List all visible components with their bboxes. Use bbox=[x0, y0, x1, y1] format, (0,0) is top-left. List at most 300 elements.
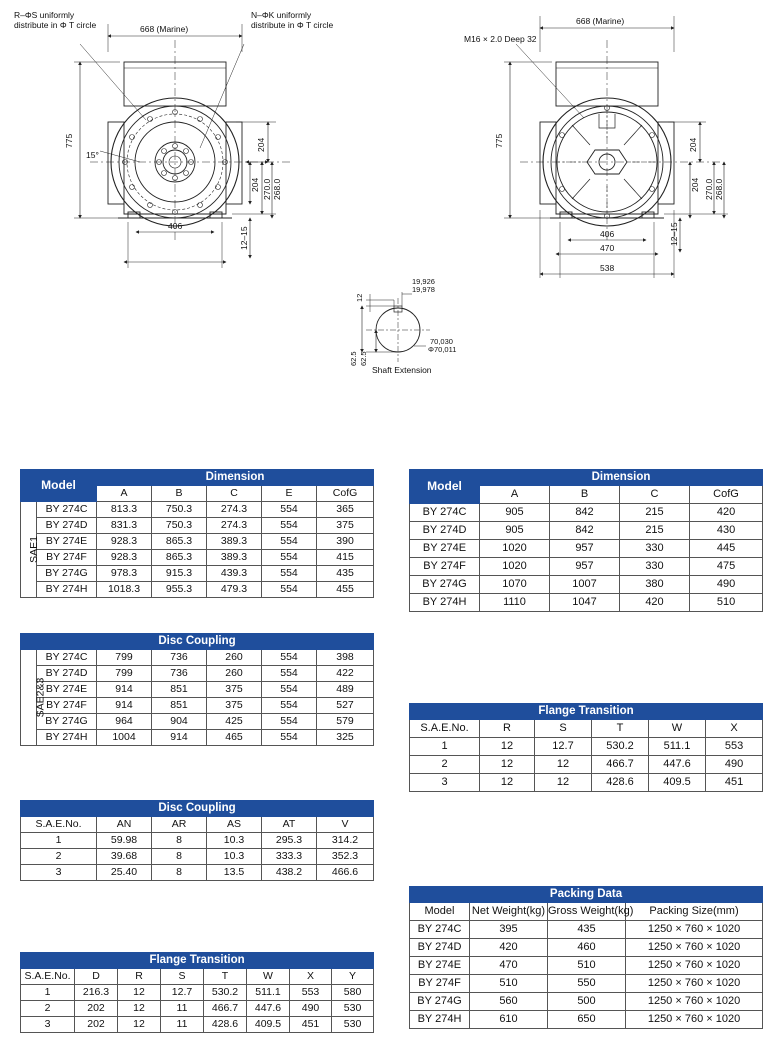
table-cell: 905 bbox=[480, 504, 550, 522]
table-cell: BY 274D bbox=[37, 518, 97, 534]
table-row bbox=[21, 985, 374, 1001]
column-header: R bbox=[118, 969, 161, 985]
table-cell: 554 bbox=[262, 566, 317, 582]
table-cell: 736 bbox=[152, 666, 207, 682]
table-cell: BY 274G bbox=[37, 566, 97, 582]
dim-268-right: 268.0 bbox=[714, 178, 724, 200]
table-cell: 215 bbox=[620, 522, 690, 540]
table-cell: 1250 × 760 × 1020 bbox=[626, 957, 763, 975]
table-cell: 409.5 bbox=[649, 774, 706, 792]
table-title: Flange Transition bbox=[21, 953, 374, 969]
table-cell: BY 274F bbox=[37, 550, 97, 566]
dim-268-left: 268.0 bbox=[272, 178, 282, 200]
flange-transition-right-table bbox=[409, 703, 763, 792]
table-cell: 216.3 bbox=[75, 985, 118, 1001]
dim-270-right: 270.0 bbox=[704, 178, 714, 200]
table-cell: 957 bbox=[550, 540, 620, 558]
dim-406-right: 406 bbox=[600, 229, 615, 239]
table-cell: 447.6 bbox=[649, 756, 706, 774]
dim-shaft-62-5b: 62.5 bbox=[359, 351, 368, 366]
table-cell: 460 bbox=[548, 939, 626, 957]
table-cell: 10.3 bbox=[207, 833, 262, 849]
table-cell: BY 274D bbox=[410, 939, 470, 957]
table-row bbox=[410, 504, 763, 522]
shaft-labels bbox=[349, 277, 456, 375]
note-r-line1: R–ΦS uniformly bbox=[14, 10, 75, 20]
table-cell: 1070 bbox=[480, 576, 550, 594]
table-cell: 550 bbox=[548, 975, 626, 993]
model-header: Model bbox=[21, 470, 97, 502]
dim-angle-left: 15° bbox=[86, 150, 99, 160]
flange-transition-bottom-table bbox=[20, 952, 374, 1033]
table-cell: 1110 bbox=[480, 594, 550, 612]
table-cell: 2 bbox=[410, 756, 480, 774]
table-cell: 554 bbox=[262, 550, 317, 566]
column-header: S.A.E.No. bbox=[21, 969, 75, 985]
column-header: V bbox=[317, 817, 374, 833]
table-cell: 1250 × 760 × 1020 bbox=[626, 921, 763, 939]
table-cell: 579 bbox=[317, 714, 374, 730]
table-cell: 466.7 bbox=[204, 1001, 247, 1017]
dim-538-right: 538 bbox=[600, 263, 615, 273]
right-view-labels bbox=[464, 16, 724, 273]
table-cell: 1004 bbox=[97, 730, 152, 746]
table-cell: 435 bbox=[548, 921, 626, 939]
table-cell: 3 bbox=[21, 865, 97, 881]
table-cell: 750.3 bbox=[152, 518, 207, 534]
table-row bbox=[21, 650, 374, 666]
table-cell: 851 bbox=[152, 698, 207, 714]
table-cell: 527 bbox=[317, 698, 374, 714]
column-header: X bbox=[706, 720, 763, 738]
table-cell: 510 bbox=[470, 975, 548, 993]
table-cell: 438.2 bbox=[262, 865, 317, 881]
table-row bbox=[21, 865, 374, 881]
table-row bbox=[21, 502, 374, 518]
table-cell: BY 274F bbox=[410, 558, 480, 576]
table-cell: 365 bbox=[317, 502, 374, 518]
table-row bbox=[410, 540, 763, 558]
table-cell: 736 bbox=[152, 650, 207, 666]
shaft-caption: Shaft Extension bbox=[372, 365, 432, 375]
table-cell: 202 bbox=[75, 1001, 118, 1017]
dim-775-left: 775 bbox=[64, 133, 74, 148]
dimension-header: Dimension bbox=[480, 470, 763, 486]
table-cell: 447.6 bbox=[247, 1001, 290, 1017]
table-cell: 274.3 bbox=[207, 502, 262, 518]
table-title: Disc Coupling bbox=[21, 801, 374, 817]
table-row bbox=[410, 1011, 763, 1029]
dim-668-left: 668 (Marine) bbox=[140, 24, 189, 34]
table-row bbox=[410, 774, 763, 792]
table-cell: 978.3 bbox=[97, 566, 152, 582]
column-header: AN bbox=[97, 817, 152, 833]
table-cell: 1007 bbox=[550, 576, 620, 594]
table-cell: 489 bbox=[317, 682, 374, 698]
table-cell: BY 274G bbox=[410, 993, 470, 1011]
column-header: W bbox=[247, 969, 290, 985]
table-cell: 530 bbox=[332, 1001, 374, 1017]
table-row bbox=[21, 730, 374, 746]
table-row bbox=[410, 522, 763, 540]
table-cell: 1250 × 760 × 1020 bbox=[626, 1011, 763, 1029]
sae1-dimension-table bbox=[20, 469, 374, 598]
table-cell: 12 bbox=[480, 738, 535, 756]
table-cell: BY 274C bbox=[410, 504, 480, 522]
table-cell: BY 274H bbox=[410, 1011, 470, 1029]
table-cell: 425 bbox=[207, 714, 262, 730]
table-cell: 490 bbox=[690, 576, 763, 594]
table-cell: BY 274E bbox=[410, 540, 480, 558]
dim-shaft-19978: 19,978 bbox=[412, 285, 435, 294]
column-header: Model bbox=[410, 903, 470, 921]
table-cell: 553 bbox=[290, 985, 332, 1001]
table-cell: 325 bbox=[317, 730, 374, 746]
table-cell: 554 bbox=[262, 730, 317, 746]
table-row bbox=[410, 921, 763, 939]
table-cell: 215 bbox=[620, 504, 690, 522]
column-header: T bbox=[204, 969, 247, 985]
table-cell: 428.6 bbox=[204, 1017, 247, 1033]
table-row bbox=[21, 550, 374, 566]
table-cell: 490 bbox=[290, 1001, 332, 1017]
table-cell: 380 bbox=[620, 576, 690, 594]
table-cell: 352.3 bbox=[317, 849, 374, 865]
column-header: B bbox=[152, 486, 207, 502]
table-row bbox=[410, 594, 763, 612]
table-cell: 39.68 bbox=[97, 849, 152, 865]
table-cell: 554 bbox=[262, 682, 317, 698]
table-cell: 333.3 bbox=[262, 849, 317, 865]
table-cell: 957 bbox=[550, 558, 620, 576]
table-cell: 389.3 bbox=[207, 534, 262, 550]
table-cell: 1020 bbox=[480, 540, 550, 558]
column-header: R bbox=[480, 720, 535, 738]
table-cell: 554 bbox=[262, 534, 317, 550]
table-cell: 12 bbox=[118, 985, 161, 1001]
table-cell: 831.3 bbox=[97, 518, 152, 534]
table-cell: 375 bbox=[207, 698, 262, 714]
table-cell: 25.40 bbox=[97, 865, 152, 881]
table-cell: 511.1 bbox=[649, 738, 706, 756]
column-header: S.A.E.No. bbox=[410, 720, 480, 738]
dim-shaft-70030: 70,030 bbox=[430, 337, 453, 346]
dim-shaft-70011: Φ70,011 bbox=[428, 345, 457, 354]
table-cell: 395 bbox=[470, 921, 548, 939]
note-r-line2: distribute in Φ T circle bbox=[14, 20, 97, 30]
note-n-line2: distribute in Φ T circle bbox=[251, 20, 334, 30]
table-cell: 554 bbox=[262, 518, 317, 534]
table-cell: 865.3 bbox=[152, 534, 207, 550]
column-header: S.A.E.No. bbox=[21, 817, 97, 833]
table-row bbox=[21, 518, 374, 534]
table-row bbox=[410, 975, 763, 993]
group-label-cell bbox=[21, 650, 47, 746]
dim-668-right: 668 (Marine) bbox=[576, 16, 625, 26]
table-cell: 12 bbox=[480, 774, 535, 792]
table-cell: 554 bbox=[262, 714, 317, 730]
table-cell: 554 bbox=[262, 582, 317, 598]
table-cell: BY 274D bbox=[37, 666, 97, 682]
table-row bbox=[21, 566, 374, 582]
column-header: T bbox=[592, 720, 649, 738]
table-cell: 375 bbox=[317, 518, 374, 534]
table-cell: 314.2 bbox=[317, 833, 374, 849]
table-cell: 490 bbox=[706, 756, 763, 774]
table-row bbox=[21, 582, 374, 598]
column-header: Net Weight(kg) bbox=[470, 903, 548, 921]
column-header: CofG bbox=[317, 486, 374, 502]
table-cell: 928.3 bbox=[97, 550, 152, 566]
table-cell: 375 bbox=[207, 682, 262, 698]
group-label: SAE1 bbox=[27, 536, 40, 563]
table-cell: 1 bbox=[21, 985, 75, 1001]
table-cell: 11 bbox=[161, 1017, 204, 1033]
column-header: AS bbox=[207, 817, 262, 833]
table-cell: 1020 bbox=[480, 558, 550, 576]
drawing-svg bbox=[0, 0, 770, 380]
table-cell: 12 bbox=[118, 1017, 161, 1033]
table-cell: 466.6 bbox=[317, 865, 374, 881]
table-cell: 430 bbox=[690, 522, 763, 540]
table-cell: 610 bbox=[470, 1011, 548, 1029]
table-cell: 420 bbox=[620, 594, 690, 612]
table-cell: 554 bbox=[262, 502, 317, 518]
column-header: X bbox=[290, 969, 332, 985]
table-cell: 451 bbox=[290, 1017, 332, 1033]
table-cell: 2 bbox=[21, 849, 97, 865]
table-cell: 560 bbox=[470, 993, 548, 1011]
table-cell: 330 bbox=[620, 540, 690, 558]
column-header: S bbox=[535, 720, 592, 738]
table-cell: 409.5 bbox=[247, 1017, 290, 1033]
dim-470-right: 470 bbox=[600, 243, 615, 253]
dim-775-right: 775 bbox=[494, 133, 504, 148]
table-cell: 554 bbox=[262, 650, 317, 666]
table-cell: 530 bbox=[332, 1017, 374, 1033]
column-header: C bbox=[207, 486, 262, 502]
table-cell: 914 bbox=[97, 682, 152, 698]
table-cell: 964 bbox=[97, 714, 152, 730]
table-cell: 914 bbox=[97, 698, 152, 714]
table-title: Flange Transition bbox=[410, 704, 763, 720]
table-cell: 1250 × 760 × 1020 bbox=[626, 939, 763, 957]
table-row bbox=[410, 558, 763, 576]
table-cell: 422 bbox=[317, 666, 374, 682]
table-cell: 466.7 bbox=[592, 756, 649, 774]
table-cell: 415 bbox=[317, 550, 374, 566]
table-cell: 202 bbox=[75, 1017, 118, 1033]
table-cell: 799 bbox=[97, 650, 152, 666]
column-header: A bbox=[480, 486, 550, 504]
table-cell: 1250 × 760 × 1020 bbox=[626, 993, 763, 1011]
shaft-extension-view bbox=[362, 292, 430, 362]
table-cell: 420 bbox=[470, 939, 548, 957]
table-cell: 842 bbox=[550, 504, 620, 522]
table-cell: 530.2 bbox=[204, 985, 247, 1001]
table-cell: 510 bbox=[690, 594, 763, 612]
disc-coupling-sae23-table bbox=[20, 633, 374, 746]
packing-data-table bbox=[409, 886, 763, 1029]
table-cell: 1018.3 bbox=[97, 582, 152, 598]
table-cell: BY 274C bbox=[410, 921, 470, 939]
table-cell: 389.3 bbox=[207, 550, 262, 566]
table-cell: 13.5 bbox=[207, 865, 262, 881]
technical-drawing bbox=[0, 0, 770, 380]
table-row bbox=[21, 833, 374, 849]
table-cell: 295.3 bbox=[262, 833, 317, 849]
table-cell: 813.3 bbox=[97, 502, 152, 518]
table-cell: BY 274H bbox=[37, 730, 97, 746]
dim-shaft-62-5: 62.5 bbox=[349, 351, 358, 366]
table-row bbox=[21, 1017, 374, 1033]
table-row bbox=[21, 682, 374, 698]
table-cell: 865.3 bbox=[152, 550, 207, 566]
table-cell: BY 274E bbox=[410, 957, 470, 975]
table-cell: 554 bbox=[262, 698, 317, 714]
dim-shaft-12: 12 bbox=[355, 293, 364, 302]
table-cell: BY 274G bbox=[37, 714, 97, 730]
table-cell: 1 bbox=[21, 833, 97, 849]
table-cell: BY 274D bbox=[410, 522, 480, 540]
column-header: B bbox=[550, 486, 620, 504]
dimension-header: Dimension bbox=[97, 470, 374, 486]
table-cell: 428.6 bbox=[592, 774, 649, 792]
dim-shaft-19926: 19,926 bbox=[412, 277, 435, 286]
table-cell: 2 bbox=[21, 1001, 75, 1017]
table-cell: 914 bbox=[152, 730, 207, 746]
table-cell: 928.3 bbox=[97, 534, 152, 550]
table-cell: 650 bbox=[548, 1011, 626, 1029]
column-header: CofG bbox=[690, 486, 763, 504]
table-row bbox=[21, 714, 374, 730]
table-cell: BY 274C bbox=[37, 502, 97, 518]
table-cell: BY 274H bbox=[37, 582, 97, 598]
table-row bbox=[410, 993, 763, 1011]
table-cell: 904 bbox=[152, 714, 207, 730]
table-row bbox=[410, 756, 763, 774]
column-header: A bbox=[97, 486, 152, 502]
dim-204-top-left: 204 bbox=[256, 137, 266, 152]
table-cell: 1250 × 760 × 1020 bbox=[626, 975, 763, 993]
model-header: Model bbox=[410, 470, 480, 504]
table-cell: 260 bbox=[207, 650, 262, 666]
table-cell: 274.3 bbox=[207, 518, 262, 534]
table-title: Disc Coupling bbox=[21, 634, 374, 650]
table-cell: 390 bbox=[317, 534, 374, 550]
table-cell: 553 bbox=[706, 738, 763, 756]
table-cell: 465 bbox=[207, 730, 262, 746]
table-cell: 12 bbox=[535, 774, 592, 792]
group-label-cell bbox=[21, 502, 40, 598]
table-cell: 470 bbox=[470, 957, 548, 975]
table-title: Packing Data bbox=[410, 887, 763, 903]
table-cell: 1 bbox=[410, 738, 480, 756]
column-header: Gross Weight(kg) bbox=[548, 903, 626, 921]
table-cell: 750.3 bbox=[152, 502, 207, 518]
table-cell: 905 bbox=[480, 522, 550, 540]
table-row bbox=[410, 939, 763, 957]
table-row bbox=[410, 957, 763, 975]
dim-270-left: 270.0 bbox=[262, 178, 272, 200]
table-cell: BY 274H bbox=[410, 594, 480, 612]
table-cell: 915.3 bbox=[152, 566, 207, 582]
table-row bbox=[21, 1001, 374, 1017]
table-cell: 11 bbox=[161, 1001, 204, 1017]
table-cell: 59.98 bbox=[97, 833, 152, 849]
table-cell: 479.3 bbox=[207, 582, 262, 598]
column-header: D bbox=[75, 969, 118, 985]
column-header: W bbox=[649, 720, 706, 738]
table-cell: 510 bbox=[548, 957, 626, 975]
table-cell: 580 bbox=[332, 985, 374, 1001]
table-cell: 420 bbox=[690, 504, 763, 522]
dim-12-15-left: 12–15 bbox=[239, 226, 249, 250]
note-m16: M16 × 2.0 Deep 32 bbox=[464, 34, 537, 44]
table-cell: 260 bbox=[207, 666, 262, 682]
table-cell: 12 bbox=[480, 756, 535, 774]
table-cell: 530.2 bbox=[592, 738, 649, 756]
table-row bbox=[410, 738, 763, 756]
table-cell: 435 bbox=[317, 566, 374, 582]
table-cell: 8 bbox=[152, 865, 207, 881]
column-header: Y bbox=[332, 969, 374, 985]
table-cell: 12 bbox=[118, 1001, 161, 1017]
column-header: C bbox=[620, 486, 690, 504]
table-cell: 955.3 bbox=[152, 582, 207, 598]
group-label: SAE2&3 bbox=[34, 677, 47, 718]
dim-204-bottom-right: 204 bbox=[690, 177, 700, 192]
table-cell: BY 274F bbox=[37, 698, 97, 714]
table-cell: BY 274F bbox=[410, 975, 470, 993]
column-header: E bbox=[262, 486, 317, 502]
table-row bbox=[21, 698, 374, 714]
table-cell: 398 bbox=[317, 650, 374, 666]
right-dimension-table bbox=[409, 469, 763, 612]
table-cell: 500 bbox=[548, 993, 626, 1011]
table-cell: 475 bbox=[690, 558, 763, 576]
column-header: S bbox=[161, 969, 204, 985]
table-cell: 554 bbox=[262, 666, 317, 682]
table-cell: 439.3 bbox=[207, 566, 262, 582]
table-cell: 10.3 bbox=[207, 849, 262, 865]
table-cell: 842 bbox=[550, 522, 620, 540]
table-cell: 12.7 bbox=[161, 985, 204, 1001]
table-row bbox=[410, 576, 763, 594]
table-cell: 12 bbox=[535, 756, 592, 774]
table-cell: BY 274G bbox=[410, 576, 480, 594]
disc-coupling-sae-table bbox=[20, 800, 374, 881]
dim-204-bottom-left: 204 bbox=[250, 177, 260, 192]
table-cell: 1047 bbox=[550, 594, 620, 612]
table-cell: 455 bbox=[317, 582, 374, 598]
dim-12-15-right: 12–15 bbox=[669, 222, 679, 246]
table-cell: BY 274E bbox=[37, 534, 97, 550]
column-header: AR bbox=[152, 817, 207, 833]
dim-406-left: 406 bbox=[168, 221, 183, 231]
table-cell: 330 bbox=[620, 558, 690, 576]
table-cell: BY 274C bbox=[37, 650, 97, 666]
table-cell: 851 bbox=[152, 682, 207, 698]
dim-204-right: 204 bbox=[688, 137, 698, 152]
table-row bbox=[21, 666, 374, 682]
table-cell: 8 bbox=[152, 849, 207, 865]
table-cell: 445 bbox=[690, 540, 763, 558]
table-cell: 12.7 bbox=[535, 738, 592, 756]
table-cell: BY 274E bbox=[37, 682, 97, 698]
note-n-line1: N–ΦK uniformly bbox=[251, 10, 312, 20]
table-cell: 511.1 bbox=[247, 985, 290, 1001]
